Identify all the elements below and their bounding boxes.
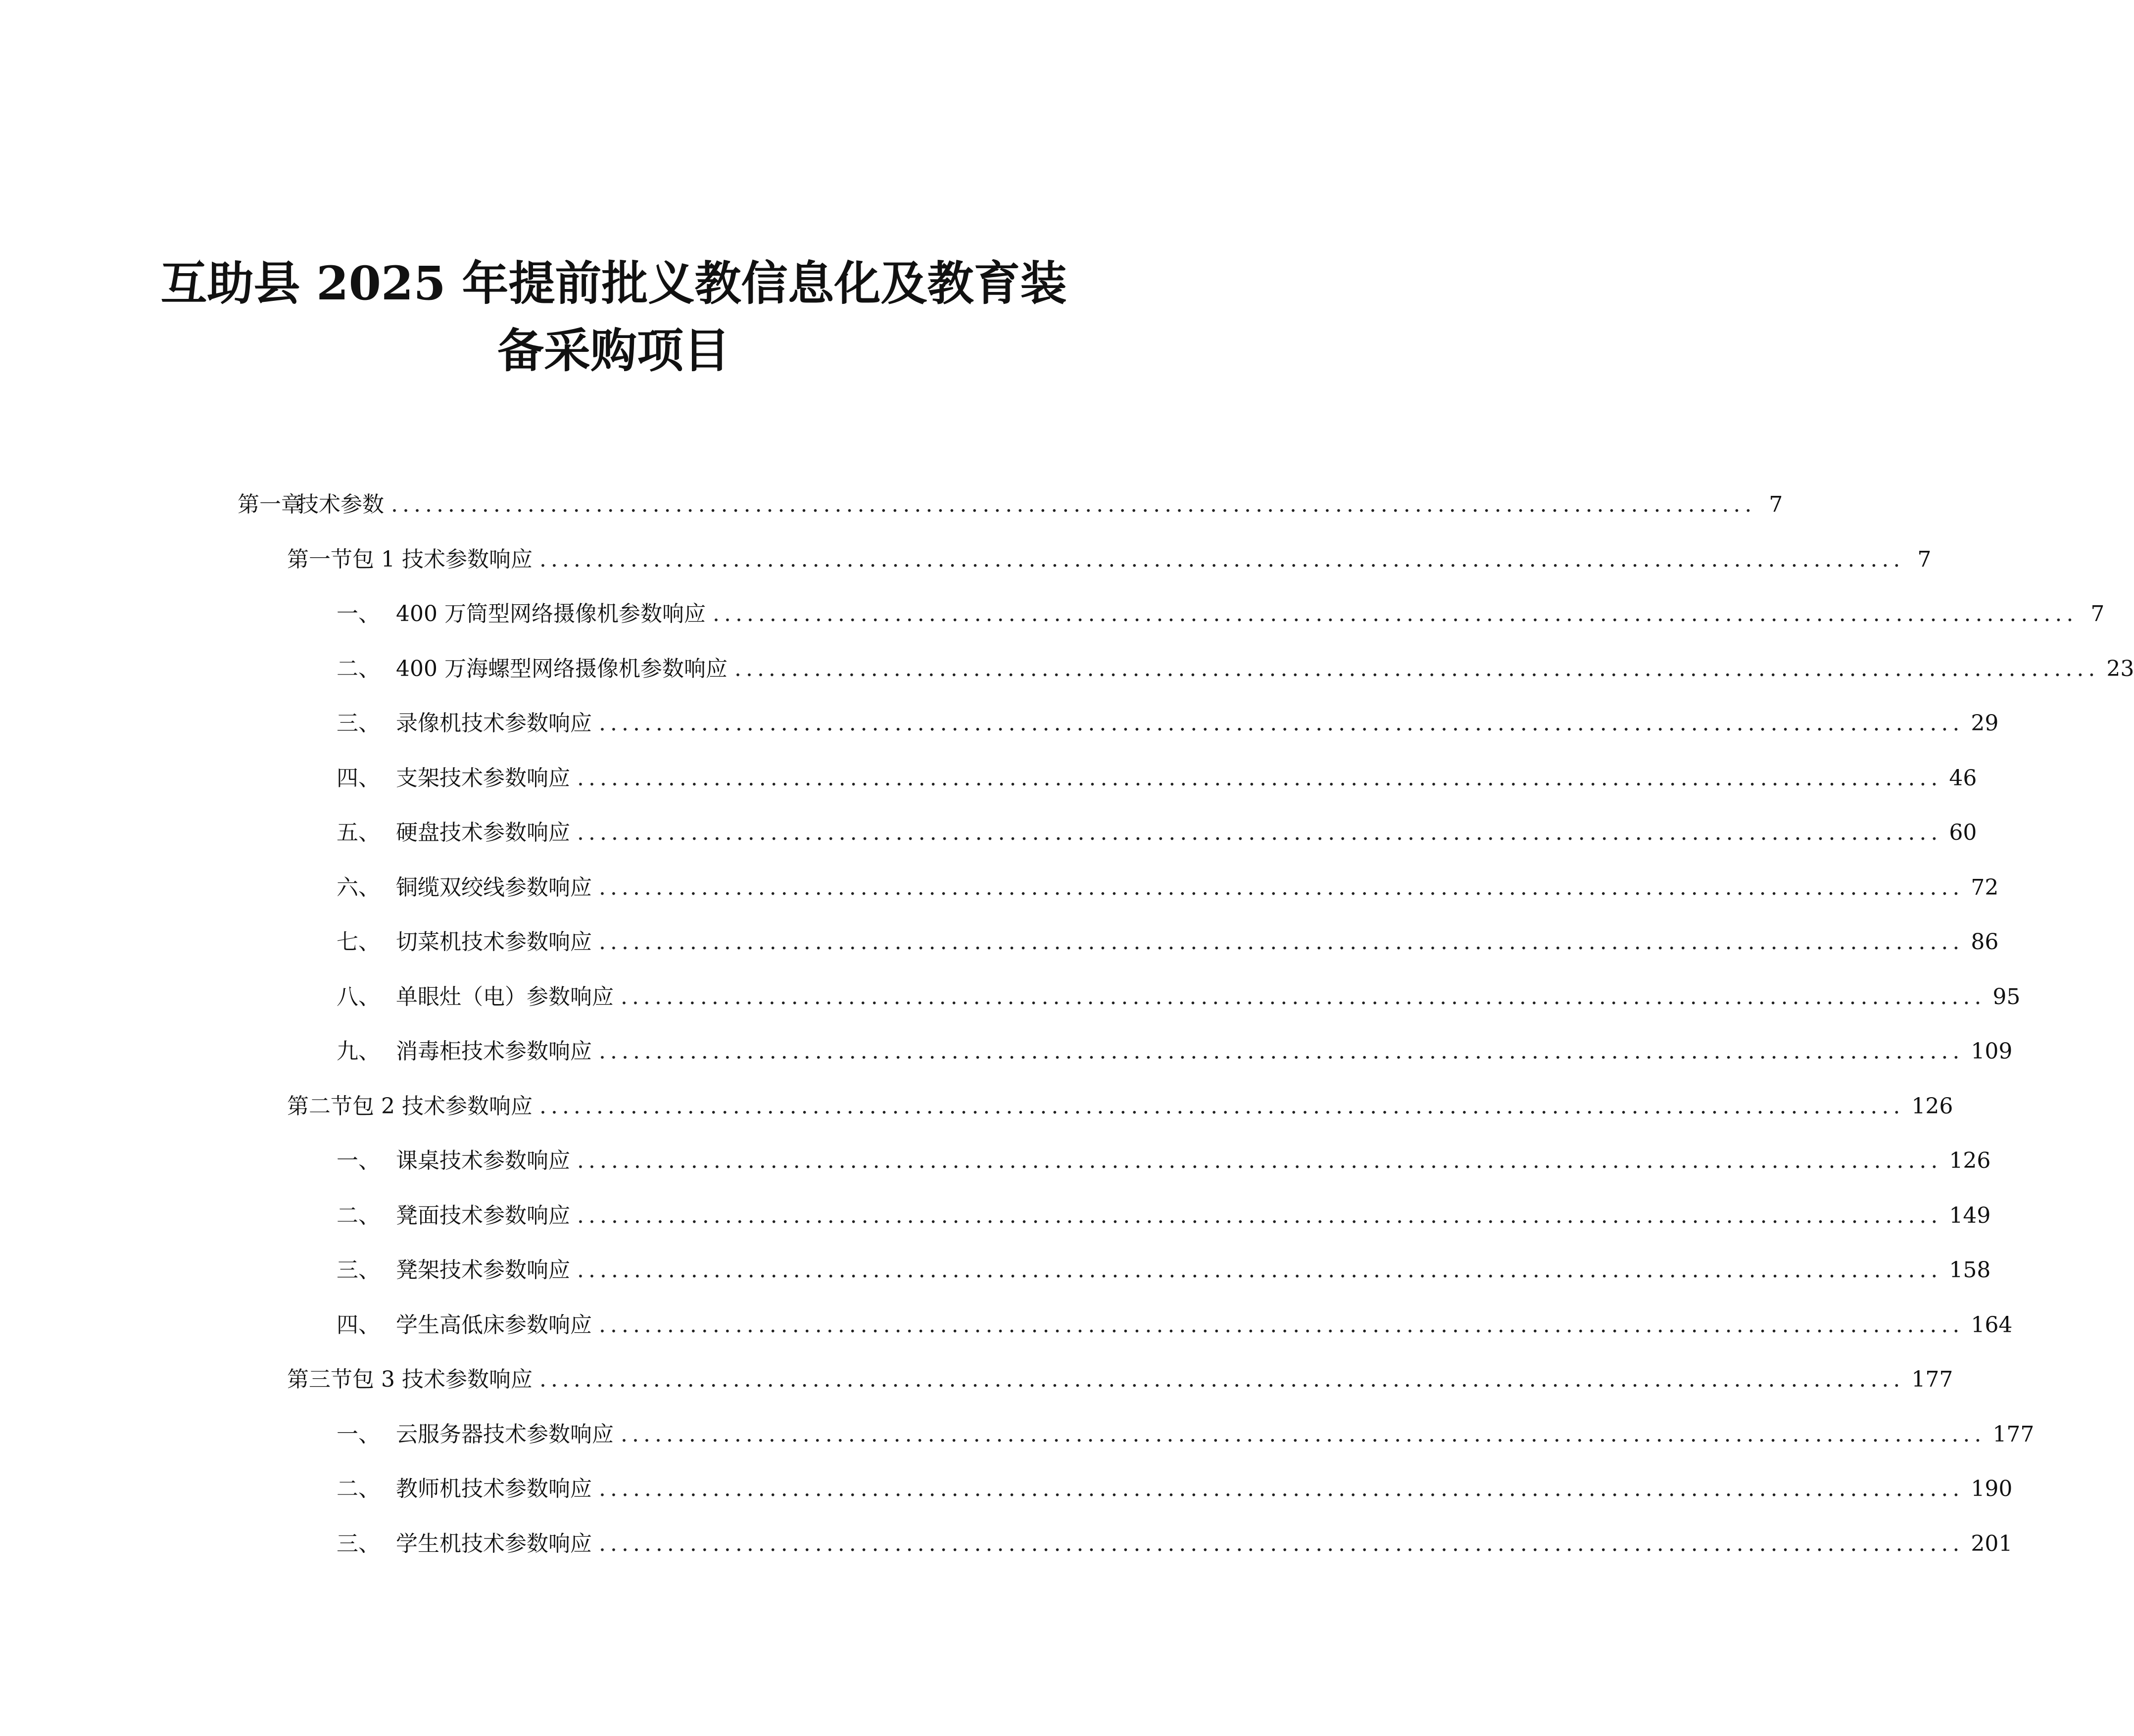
toc-entry-page: 7: [1769, 492, 1783, 517]
toc-leader-dots: ........................................................................................................................: [599, 1476, 1964, 1501]
toc-entry-label: 400 万筒型网络摄像机参数响应: [396, 601, 706, 627]
toc-entry-page: 86: [1971, 929, 1999, 955]
toc-entry-label: 支架技术参数响应: [396, 765, 570, 791]
toc-entry-number: 二、: [337, 1203, 380, 1228]
toc-entry-page: 201: [1971, 1531, 2013, 1556]
toc-entry-number: 七、: [337, 929, 380, 955]
toc-leader-dots: ........................................................................................................................: [577, 1148, 1942, 1173]
toc-entry-page: 190: [1971, 1476, 2013, 1501]
toc-entry-label: 400 万海螺型网络摄像机参数响应: [396, 656, 728, 681]
toc-leader-dots: ........................................................................................................................: [599, 929, 1964, 955]
toc-entry[interactable]: [337, 927, 1999, 957]
toc-entry[interactable]: [337, 1420, 2035, 1449]
toc-leader-dots: ........................................................................................................................: [599, 1039, 1964, 1064]
toc-entry-label: 硬盘技术参数响应: [396, 820, 570, 845]
toc-entry-label: 云服务器技术参数响应: [396, 1421, 614, 1447]
toc-leader-dots: ........................................................................................................................: [599, 1531, 1964, 1556]
toc-entry[interactable]: [337, 1529, 2013, 1559]
toc-entry-page: 29: [1971, 711, 1999, 736]
toc-entry-number: 四、: [337, 1312, 380, 1338]
toc-entry-label: 包 2 技术参数响应: [352, 1093, 533, 1119]
toc-entry[interactable]: [337, 654, 2134, 684]
toc-entry[interactable]: [337, 1146, 1991, 1176]
toc-entry-number: 五、: [337, 820, 380, 845]
toc-entry-page: 126: [1911, 1093, 1953, 1119]
toc-entry-label: 凳架技术参数响应: [396, 1257, 570, 1283]
toc-entry-page: 177: [1992, 1421, 2035, 1447]
toc-entry-number: 三、: [337, 1257, 380, 1283]
toc-leader-dots: ........................................................................................................................: [577, 1257, 1942, 1283]
toc-leader-dots: ........................................................................................................................: [734, 656, 2100, 681]
title-line-2: 备采购项目: [497, 324, 730, 378]
toc-entry-number: 第二节: [287, 1093, 352, 1119]
toc-leader-dots: ........................................................................................................................: [599, 711, 1964, 736]
toc-entry-number: 三、: [337, 711, 380, 736]
toc-entry[interactable]: [238, 490, 1783, 520]
toc-entry-page: 95: [1992, 984, 2021, 1010]
title-line-1: 互助县 2025 年提前批义教信息化及教育装: [160, 256, 1067, 311]
toc-entry[interactable]: [337, 1037, 2013, 1066]
document-title: [119, 250, 1109, 385]
toc-entry-label: 包 1 技术参数响应: [352, 546, 533, 572]
toc-entry[interactable]: [337, 1474, 2013, 1504]
toc-leader-dots: ........................................................................................................................: [599, 1312, 1964, 1338]
toc-entry[interactable]: [287, 1092, 1953, 1121]
toc-entry[interactable]: [337, 982, 2021, 1012]
toc-entry-page: 7: [2090, 601, 2105, 627]
toc-entry-label: 学生机技术参数响应: [396, 1531, 592, 1556]
toc-entry-label: 单眼灶（电）参数响应: [396, 984, 614, 1010]
toc-entry[interactable]: [337, 1201, 1991, 1231]
toc-leader-dots: ........................................................................................................................: [539, 1367, 1905, 1392]
toc-entry-number: 二、: [337, 1476, 380, 1501]
toc-entry-label: 课桌技术参数响应: [396, 1148, 570, 1173]
toc-entry-page: 23: [2106, 656, 2134, 681]
toc-entry-number: 八、: [337, 984, 380, 1010]
toc-entry-number: 六、: [337, 874, 380, 900]
toc-entry-number: 九、: [337, 1039, 380, 1064]
toc-leader-dots: ........................................................................................................................: [577, 820, 1942, 845]
toc-entry-label: 学生高低床参数响应: [396, 1312, 592, 1338]
toc-leader-dots: ........................................................................................................................: [599, 874, 1964, 900]
toc-entry[interactable]: [337, 873, 1999, 903]
toc-entry[interactable]: [337, 1255, 1991, 1285]
toc-entry-page: 60: [1949, 820, 1977, 845]
toc-leader-dots: ........................................................................................................................: [621, 1421, 1986, 1447]
toc-entry-page: 46: [1949, 765, 1977, 791]
toc-entry-label: 切菜机技术参数响应: [396, 929, 592, 955]
toc-entry-number: 二、: [337, 656, 380, 681]
toc-entry-label: 消毒柜技术参数响应: [396, 1039, 592, 1064]
toc-entry[interactable]: [287, 1365, 1953, 1395]
toc-entry[interactable]: [337, 764, 1977, 793]
toc-entry-page: 158: [1949, 1257, 1991, 1283]
toc-entry[interactable]: [287, 545, 1932, 575]
toc-entry-page: 149: [1949, 1203, 1991, 1228]
toc-entry-number: 四、: [337, 765, 380, 791]
toc-leader-dots: ........................................................................................................................: [712, 601, 2078, 627]
toc-leader-dots: ........................................................................................................................: [577, 765, 1942, 791]
toc-entry-label: 录像机技术参数响应: [396, 711, 592, 736]
toc-leader-dots: ........................................................................................................................: [391, 492, 1756, 517]
toc-leader-dots: ........................................................................................................................: [539, 546, 1905, 572]
toc-entry-label: 铜缆双绞线参数响应: [396, 874, 592, 900]
toc-entry[interactable]: [337, 818, 1977, 848]
toc-entry-label: 凳面技术参数响应: [396, 1203, 570, 1228]
toc-entry-number: 一、: [337, 601, 380, 627]
toc-entry-page: 72: [1971, 874, 1999, 900]
toc-entry-page: 109: [1971, 1039, 2013, 1064]
toc-leader-dots: ........................................................................................................................: [539, 1093, 1905, 1119]
toc-entry-number: 第一节: [287, 546, 352, 572]
toc-entry-label: 包 3 技术参数响应: [352, 1367, 533, 1392]
toc-entry-number: 三、: [337, 1531, 380, 1556]
toc-entry[interactable]: [337, 1310, 2013, 1340]
toc-entry-page: 126: [1949, 1148, 1991, 1173]
toc-entry-label: 教师机技术参数响应: [396, 1476, 592, 1501]
toc-entry-number: 一、: [337, 1421, 380, 1447]
toc-leader-dots: ........................................................................................................................: [577, 1203, 1942, 1228]
toc-entry-number: 第三节: [287, 1367, 352, 1392]
toc-entry[interactable]: [337, 709, 1999, 738]
toc-entry-page: 177: [1911, 1367, 1953, 1392]
toc-entry-number: 一、: [337, 1148, 380, 1173]
toc-entry-page: 7: [1917, 546, 1932, 572]
toc-entry-page: 164: [1971, 1312, 2013, 1338]
toc-leader-dots: ........................................................................................................................: [621, 984, 1986, 1010]
toc-entry-label: 技术参数: [297, 492, 384, 517]
toc-entry-number: 第一章: [238, 492, 303, 517]
toc-entry[interactable]: [337, 599, 2105, 629]
